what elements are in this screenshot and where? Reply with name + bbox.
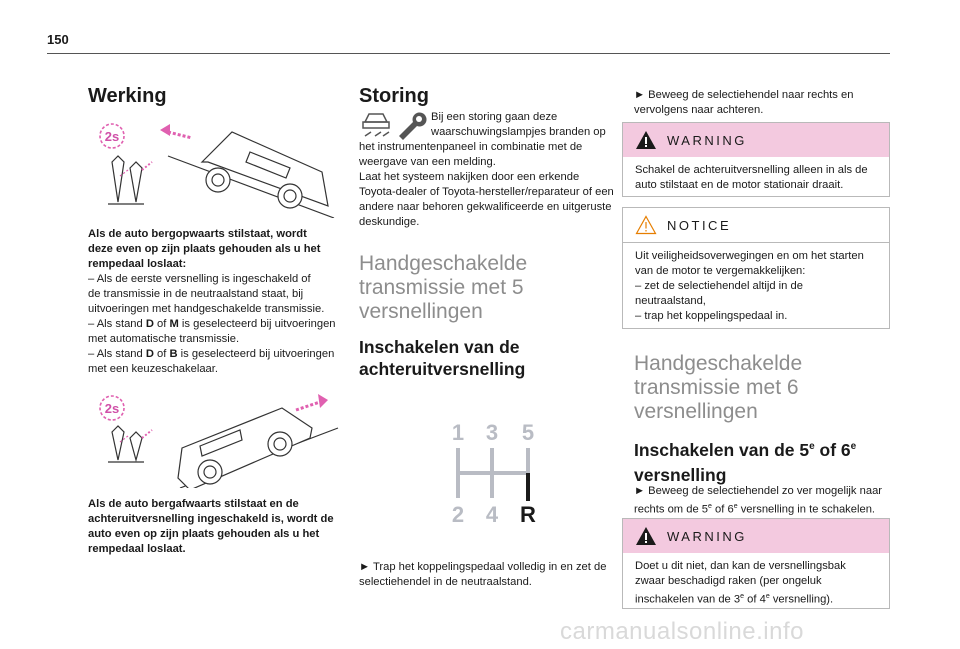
storing-line: waarschuwingslampjes branden op <box>431 126 606 138</box>
storing-line: andere naar behoren gekwalificeerde en uitgeruste <box>359 201 612 213</box>
downhill-line: Als de auto bergafwaarts stilstaat en de <box>88 498 299 510</box>
direction-arrow-icon <box>296 394 328 410</box>
header-divider <box>47 53 890 54</box>
uphill-line: Als de auto bergopwaarts stilstaat, wordt <box>88 228 307 240</box>
downhill-line: achteruitversnelling ingeschakeld is, wordt de <box>88 513 334 525</box>
downhill-car-illustration <box>90 388 340 488</box>
notice-title: NOTICE <box>667 217 732 233</box>
uphill-car-illustration <box>90 118 340 218</box>
notice-triangle-icon <box>635 215 657 235</box>
hold-badge-icon <box>100 396 124 420</box>
gear-label-reverse: R <box>520 502 536 527</box>
storing-line: deskundige. <box>359 216 420 228</box>
section-title-5-speed: Handgeschakelde transmissie met 5 versnellingen <box>359 252 528 323</box>
list-item: uitvoeringen met handgeschakelde transmissie. <box>88 303 325 315</box>
heading-werking: Werking <box>88 85 167 107</box>
notice-box: NOTICE Uit veiligheidsoverwegingen en om het starten van de motor te vergemakkelijken: – zet de selectiehendel altijd in de neutraalstand, – trap het koppelingspedaal in. <box>622 207 890 329</box>
storing-text <box>359 110 621 230</box>
subheading-reverse: Inschakelen van de achteruitversnelling <box>359 337 526 379</box>
direction-arrow-icon <box>160 124 192 138</box>
uphill-line: rempedaal loslaat: <box>88 258 187 270</box>
page-number: 150 <box>47 32 69 47</box>
downhill-line: auto even op zijn plaats gehouden als u het <box>88 528 320 540</box>
list-item: – Als de eerste versnelling is ingeschakeld of <box>88 273 311 285</box>
gear-label: 2 <box>451 502 465 527</box>
storing-line: het instrumentenpaneel in combinatie met de <box>359 141 583 153</box>
hold-badge-label: 2s <box>104 129 120 144</box>
instruction-top: ► Beweeg de selectiehendel naar rechts en vervolgens naar achteren. <box>634 89 854 116</box>
warning-title: WARNING <box>667 132 747 148</box>
list-item: de transmissie in de neutraalstand staat, bij <box>88 288 304 300</box>
downhill-line: rempedaal loslaat. <box>88 543 186 555</box>
gear-label: 3 <box>485 420 499 445</box>
instruction-5th-6th: ► Beweeg de selectiehendel zo ver mogelijk naar rechts om de 5e of 6e versnelling in te schakelen. <box>634 485 883 516</box>
gear-label: 1 <box>451 420 465 445</box>
gear-pattern-diagram <box>440 418 550 528</box>
uphill-line: deze even op zijn plaats gehouden als u het <box>88 243 321 255</box>
warning-title: WARNING <box>667 528 747 544</box>
list-item: – Als stand D of M is geselecteerd bij uitvoeringen <box>88 318 336 330</box>
gear-label: 4 <box>485 502 499 527</box>
storing-line: Bij een storing gaan deze <box>431 111 558 123</box>
list-item: – Als stand D of B is geselecteerd bij uitvoeringen <box>88 348 335 360</box>
list-item: met automatische transmissie. <box>88 333 240 345</box>
hold-badge-icon <box>100 124 124 148</box>
heading-storing: Storing <box>359 85 429 107</box>
car-icon <box>202 132 328 208</box>
warning-box-2: WARNING Doet u dit niet, dan kan de versnellingsbak zwaar beschadigd raken (per ongeluk inschakelen van de 3e of 4e versnelling). <box>622 518 890 609</box>
storing-line: Toyota-dealer of Toyota-hersteller/reparateur of een <box>359 186 614 198</box>
warning-triangle-icon <box>635 130 657 150</box>
gear-label: 5 <box>521 420 535 445</box>
warning-triangle-icon <box>635 526 657 546</box>
storing-line: Laat het systeem nakijken door een erkende <box>359 171 580 183</box>
pedals-icon <box>108 426 152 462</box>
instruction-reverse: ► Trap het koppelingspedaal volledig in en zet de selectiehendel in de neutraalstand. <box>359 561 607 588</box>
watermark: carmanualsonline.info <box>560 618 804 645</box>
downhill-text <box>88 497 358 557</box>
list-item: met een keuzeschakelaar. <box>88 363 218 375</box>
hold-badge-label: 2s <box>104 401 120 416</box>
car-icon <box>178 408 312 488</box>
storing-line: weergave van een melding. <box>359 156 496 168</box>
subheading-5th-6th: Inschakelen van de 5e of 6e versnelling <box>634 439 857 485</box>
uphill-text <box>88 227 358 377</box>
pedals-icon <box>108 156 152 204</box>
warning-box-1: WARNING Schakel de achteruitversnelling alleen in als de auto stilstaat en de motor stationair draait. <box>622 122 890 197</box>
section-title-6-speed: Handgeschakelde transmissie met 6 versnellingen <box>634 352 803 423</box>
